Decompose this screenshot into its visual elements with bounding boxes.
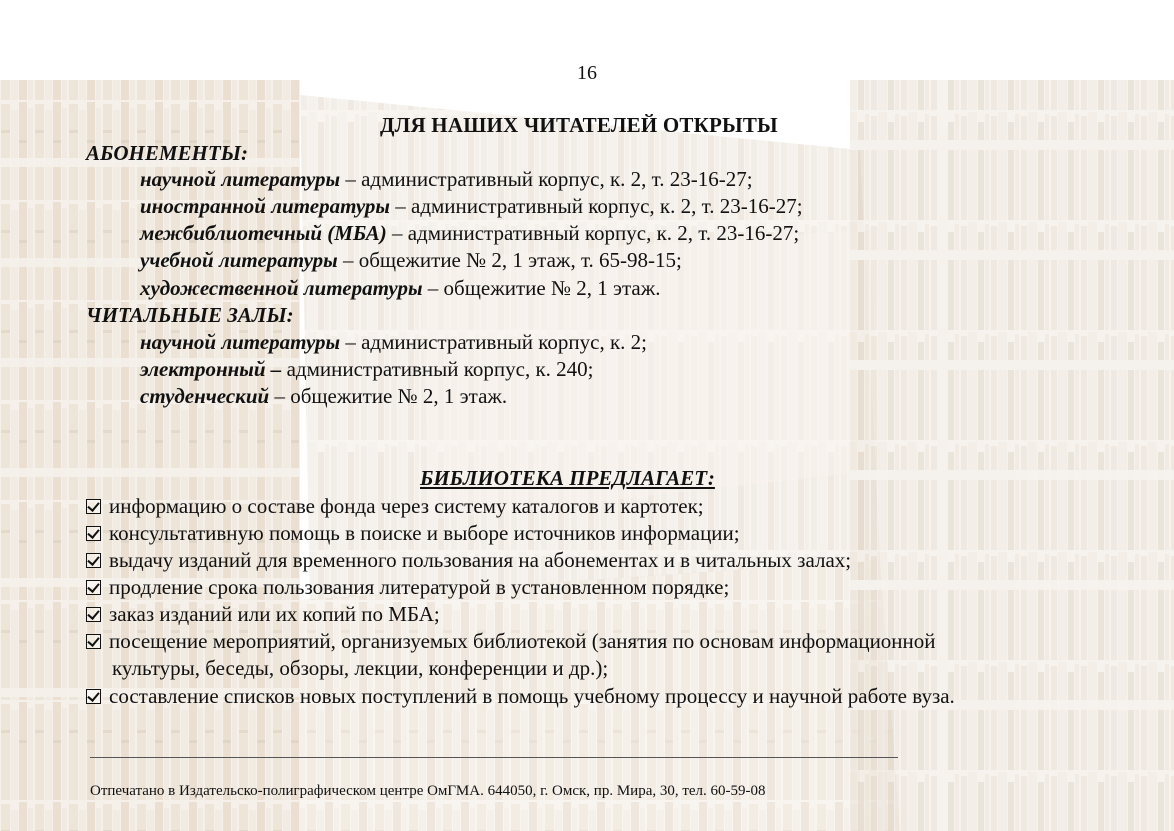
- offer-text: выдачу изданий для временного пользования на абонементах и в читальных залах;: [109, 548, 852, 572]
- footer-imprint: Отпечатано в Издательско-полиграфическом центре ОмГМА. 644050, г. Омск, пр. Мира, 30, тел. 60-59-08: [90, 783, 766, 799]
- reading-room-details: – административный корпус, к. 2;: [340, 330, 648, 354]
- reading-room-item: [140, 330, 647, 355]
- offer-text-continuation: культуры, беседы, обзоры, лекции, конференции и др.);: [112, 656, 609, 680]
- page-heading: ДЛЯ НАШИХ ЧИТАТЕЛЕЙ ОТКРЫТЫ: [380, 113, 778, 137]
- checked-box-icon: [86, 634, 101, 649]
- offer-text: посещение мероприятий, организуемых библиотекой (занятия по основам информационной: [109, 629, 936, 653]
- offer-text: заказ изданий или их копий по МБА;: [109, 602, 440, 626]
- subscription-item: [140, 276, 661, 301]
- subscription-details: – административный корпус, к. 2, т. 23-16-27;: [390, 194, 803, 218]
- subscription-name: иностранной литературы: [140, 194, 391, 218]
- footer-divider: [90, 757, 898, 758]
- checked-box-icon: [86, 689, 101, 704]
- offer-item: [86, 548, 851, 573]
- subscription-details: – общежитие № 2, 1 этаж, т. 65-98-15;: [337, 248, 682, 272]
- offer-text: составление списков новых поступлений в помощь учебному процессу и научной работе вуза.: [109, 684, 955, 708]
- subscription-item: [140, 167, 753, 192]
- subscription-name: межбиблиотечный (МБА): [140, 221, 387, 245]
- reading-room-name: научной литературы: [140, 330, 341, 354]
- checked-box-icon: [86, 607, 101, 622]
- offers-title: БИБЛИОТЕКА ПРЕДЛАГАЕТ:: [420, 466, 715, 490]
- checked-box-icon: [86, 526, 101, 541]
- offer-item: [86, 494, 704, 519]
- subscription-item: [140, 194, 803, 219]
- offer-item: [86, 521, 740, 546]
- subscriptions-title: АБОНЕМЕНТЫ:: [86, 141, 249, 165]
- subscription-details: – административный корпус, к. 2, т. 23-16-27;: [386, 221, 800, 245]
- subscription-name: научной литературы: [140, 167, 341, 191]
- reading-room-item: [140, 357, 594, 382]
- offer-item: [86, 629, 936, 654]
- checked-box-icon: [86, 499, 101, 514]
- offer-item: [86, 684, 955, 709]
- subscription-item: [140, 221, 799, 246]
- reading-room-item: [140, 384, 507, 409]
- offer-text: информацию о составе фонда через систему каталогов и картотек;: [109, 494, 704, 518]
- offer-text: продление срока пользования литературой в установленном порядке;: [109, 575, 730, 599]
- subscription-name: учебной литературы: [140, 248, 338, 272]
- offer-item: [86, 575, 729, 600]
- reading-room-name: электронный –: [140, 357, 282, 381]
- offer-text: консультативную помощь в поиске и выборе источников информации;: [109, 521, 740, 545]
- reading-room-details: административный корпус, к. 240;: [281, 357, 594, 381]
- reading-room-details: – общежитие № 2, 1 этаж.: [269, 384, 508, 408]
- page-number: 16: [577, 62, 597, 84]
- reading-room-name: студенческий: [140, 384, 270, 408]
- checked-box-icon: [86, 553, 101, 568]
- subscription-details: – общежитие № 2, 1 этаж.: [422, 276, 661, 300]
- reading-rooms-title: ЧИТАЛЬНЫЕ ЗАЛЫ:: [86, 303, 294, 327]
- subscription-item: [140, 248, 682, 273]
- subscription-name: художественной литературы: [140, 276, 423, 300]
- offer-item: [86, 602, 440, 627]
- checked-box-icon: [86, 580, 101, 595]
- subscription-details: – административный корпус, к. 2, т. 23-16-27;: [340, 167, 753, 191]
